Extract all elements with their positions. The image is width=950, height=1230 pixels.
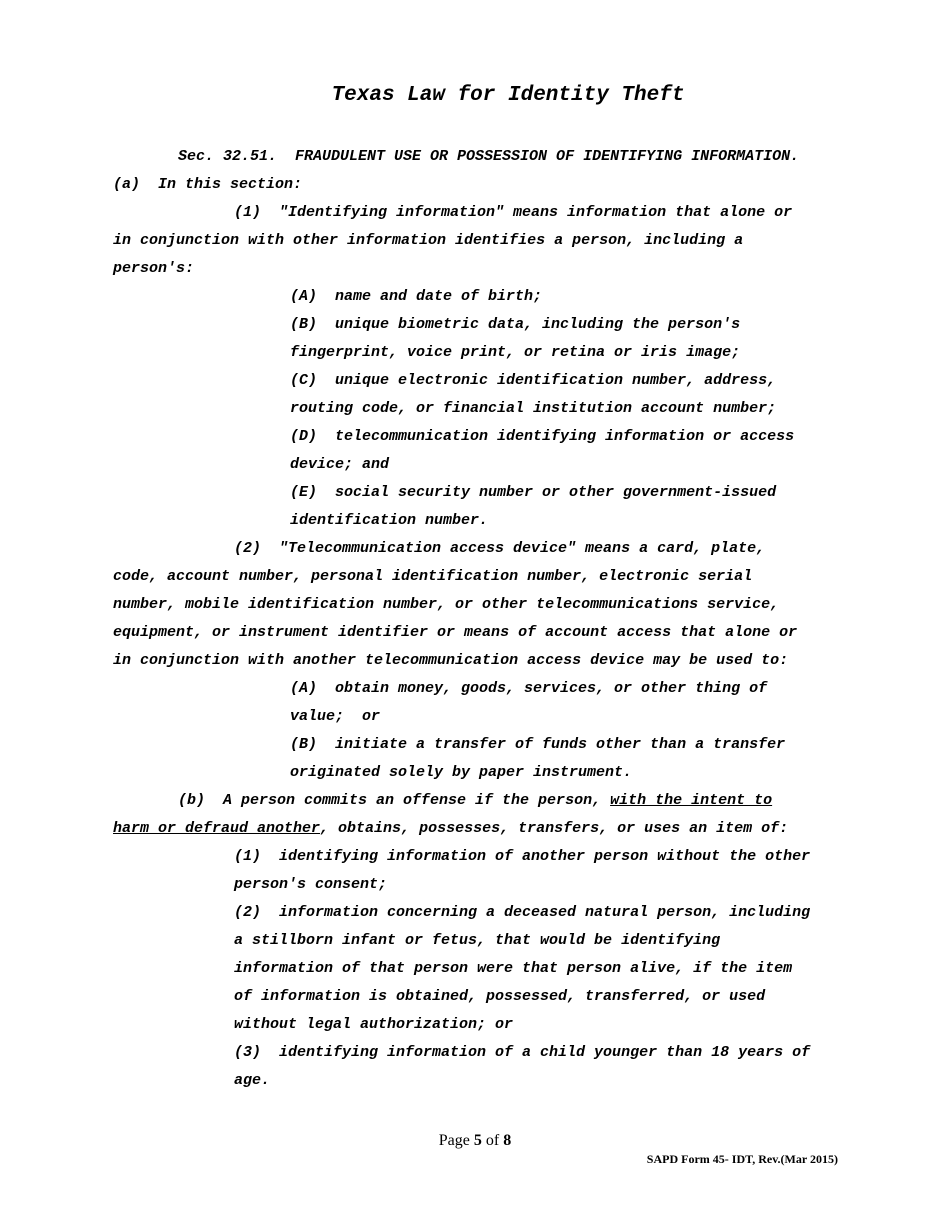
body-line: in conjunction with other information identifies a person, including a — [113, 232, 744, 249]
body-line: (1) "Identifying information" means information that alone or — [234, 204, 793, 221]
form-identifier: SAPD Form 45- IDT, Rev.(Mar 2015) — [646, 1152, 838, 1166]
list-item: without legal authorization; or — [234, 1016, 514, 1033]
body-line-rest: , obtains, possesses, transfers, or uses an item of: — [320, 820, 789, 837]
list-item: information of that person were that person alive, if the item — [234, 960, 793, 977]
list-item: (3) identifying information of a child younger than 18 years of — [234, 1044, 811, 1061]
subsection-a: (a) In this section: — [113, 176, 303, 193]
list-item: device; and — [290, 456, 390, 473]
list-item: (B) unique biometric data, including the person's — [290, 316, 741, 333]
list-item: identification number. — [290, 512, 489, 529]
page-number — [0, 1132, 950, 1150]
page-label: Page — [438, 1132, 470, 1149]
page-current: 5 — [473, 1132, 482, 1149]
page-title: Texas Law for Identity Theft — [331, 84, 685, 107]
underlined-phrase: harm or defraud another — [113, 820, 321, 837]
list-item: (2) information concerning a deceased natural person, including — [234, 904, 811, 921]
list-item: (E) social security number or other government-issued — [290, 484, 777, 501]
list-item: person's consent; — [234, 876, 388, 893]
list-item: routing code, or financial institution account number; — [290, 400, 777, 417]
body-line: number, mobile identification number, or other telecommunications service, — [113, 596, 780, 613]
list-item: a stillborn infant or fetus, that would be identifying — [234, 932, 721, 949]
body-line — [113, 820, 788, 837]
page-of: of — [485, 1132, 500, 1149]
underlined-phrase: with the intent to — [610, 792, 773, 809]
list-item: (C) unique electronic identification number, address, — [290, 372, 777, 389]
section-heading: Sec. 32.51. FRAUDULENT USE OR POSSESSION OF IDENTIFYING INFORMATION. — [178, 148, 800, 165]
list-item: age. — [234, 1072, 271, 1089]
body-line: person's: — [113, 260, 195, 277]
list-item: fingerprint, voice print, or retina or iris image; — [290, 344, 741, 361]
list-item: of information is obtained, possessed, transferred, or used — [234, 988, 766, 1005]
list-item: (B) initiate a transfer of funds other than a transfer — [290, 736, 786, 753]
subsection-b-lead: (b) A person commits an offense if the person, — [178, 792, 611, 809]
body-line: equipment, or instrument identifier or means of account access that alone or — [113, 624, 798, 641]
subsection-b — [178, 792, 772, 809]
body-line: in conjunction with another telecommunication access device may be used to: — [113, 652, 789, 669]
page-total: 8 — [503, 1132, 512, 1149]
list-item: originated solely by paper instrument. — [290, 764, 633, 781]
list-item: (A) obtain money, goods, services, or other thing of — [290, 680, 768, 697]
list-item: (D) telecommunication identifying information or access — [290, 428, 795, 445]
body-line: (2) "Telecommunication access device" means a card, plate, — [234, 540, 766, 557]
list-item: (1) identifying information of another person without the other — [234, 848, 811, 865]
list-item: (A) name and date of birth; — [290, 288, 543, 305]
body-line: code, account number, personal identification number, electronic serial — [113, 568, 753, 585]
list-item: value; or — [290, 708, 381, 725]
